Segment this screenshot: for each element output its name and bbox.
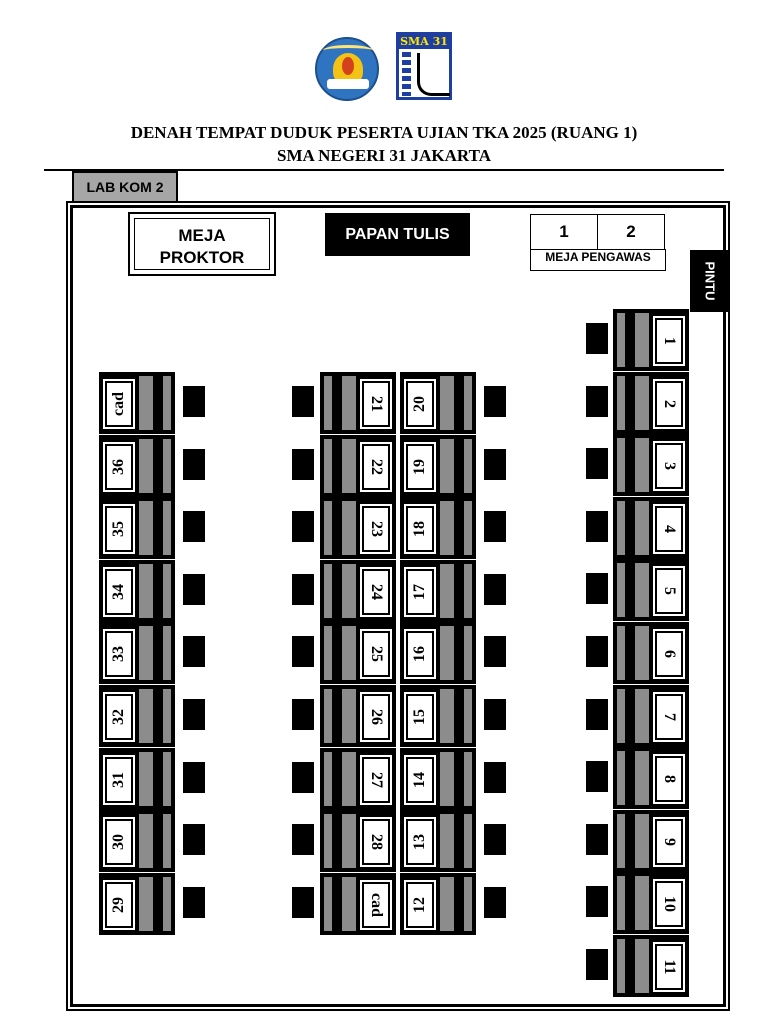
seat-number: 24 xyxy=(368,583,385,600)
seat-number: 20 xyxy=(411,396,428,412)
computer-middle-left-2 xyxy=(292,511,314,542)
seat-middle-right-8 xyxy=(400,873,476,935)
seat-number: 23 xyxy=(368,521,385,538)
seat-number-tag xyxy=(359,441,393,493)
seat-right-0 xyxy=(613,309,689,371)
seat-right-6 xyxy=(613,685,689,747)
seat-right-9 xyxy=(613,872,689,934)
seat-number: 18 xyxy=(411,521,428,538)
seat-number: 21 xyxy=(368,396,385,412)
seat-middle-right-5 xyxy=(400,685,476,747)
seat-number: 31 xyxy=(110,771,127,788)
seat-middle-left-3 xyxy=(320,560,396,622)
seat-number-tag xyxy=(652,878,686,930)
seat-right-5 xyxy=(613,622,689,684)
seat-number-tag xyxy=(359,503,393,555)
computer-left-2 xyxy=(183,511,205,542)
seat-left-6 xyxy=(99,748,175,810)
seat-number: 16 xyxy=(411,646,428,663)
seat-middle-right-6 xyxy=(400,748,476,810)
seat-right-10 xyxy=(613,935,689,997)
seat-number-tag xyxy=(403,816,437,868)
computer-right-2 xyxy=(586,448,608,479)
seat-number: 10 xyxy=(661,896,678,913)
room-tab-label: LAB KOM 2 xyxy=(72,171,178,203)
page-subtitle: SMA NEGERI 31 JAKARTA xyxy=(277,146,491,165)
seat-number: 11 xyxy=(661,959,678,975)
computer-right-10 xyxy=(586,949,608,980)
computer-middle-right-1 xyxy=(484,449,506,480)
computer-middle-right-5 xyxy=(484,699,506,730)
seat-number-tag xyxy=(102,754,136,806)
computer-right-5 xyxy=(586,636,608,667)
seat-left-3 xyxy=(99,560,175,622)
seat-number-tag xyxy=(359,691,393,743)
seat-number: 8 xyxy=(661,775,678,784)
seat-middle-right-1 xyxy=(400,435,476,497)
seat-number: 3 xyxy=(661,462,678,471)
seat-number-tag xyxy=(359,816,393,868)
seat-number: 22 xyxy=(368,458,385,475)
computer-middle-left-1 xyxy=(292,449,314,480)
computer-middle-left-0 xyxy=(292,386,314,417)
seat-number: 35 xyxy=(110,521,127,538)
seat-number: 13 xyxy=(411,834,428,851)
seat-middle-left-2 xyxy=(320,497,396,559)
door-label: PINTU xyxy=(702,261,718,301)
computer-right-3 xyxy=(586,511,608,542)
seat-number-tag xyxy=(652,941,686,993)
computer-middle-right-4 xyxy=(484,636,506,667)
seat-number-tag xyxy=(102,628,136,680)
computer-right-9 xyxy=(586,886,608,917)
seat-number-tag xyxy=(652,628,686,680)
seat-number-tag xyxy=(102,566,136,618)
seat-number-tag xyxy=(102,503,136,555)
seat-number-tag xyxy=(403,754,437,806)
seat-number-tag xyxy=(652,565,686,617)
supervisor-seat-2: 2 xyxy=(597,214,665,250)
seat-middle-right-7 xyxy=(400,810,476,872)
seat-middle-right-0 xyxy=(400,372,476,434)
seat-middle-left-7 xyxy=(320,810,396,872)
seat-right-8 xyxy=(613,810,689,872)
computer-right-6 xyxy=(586,699,608,730)
computer-left-4 xyxy=(183,636,205,667)
sma31-logo xyxy=(396,32,452,100)
computer-middle-right-8 xyxy=(484,887,506,918)
computer-middle-right-3 xyxy=(484,574,506,605)
seat-number: 33 xyxy=(110,646,127,663)
seat-number: 2 xyxy=(661,399,678,408)
computer-right-0 xyxy=(586,323,608,354)
supervisor-desk-caption: MEJA PENGAWAS xyxy=(530,249,666,271)
seat-number-tag xyxy=(403,441,437,493)
proctor-desk xyxy=(128,212,276,276)
seat-number-tag xyxy=(102,879,136,931)
seat-number: 30 xyxy=(110,834,127,851)
computer-left-0 xyxy=(183,386,205,417)
kemendikdasmen-logo xyxy=(315,37,379,101)
seat-number: 27 xyxy=(368,771,385,788)
seat-number-tag xyxy=(652,753,686,805)
seat-middle-right-2 xyxy=(400,497,476,559)
computer-left-8 xyxy=(183,887,205,918)
seat-left-7 xyxy=(99,810,175,872)
seat-number: 9 xyxy=(661,837,678,846)
seat-number: 7 xyxy=(661,712,678,721)
seat-right-2 xyxy=(613,434,689,496)
seat-left-4 xyxy=(99,622,175,684)
seat-number-tag xyxy=(102,378,136,430)
computer-left-5 xyxy=(183,699,205,730)
seat-number-tag xyxy=(359,628,393,680)
seat-left-2 xyxy=(99,497,175,559)
seat-number-tag xyxy=(652,691,686,743)
seat-middle-left-5 xyxy=(320,685,396,747)
computer-middle-left-8 xyxy=(292,887,314,918)
seat-number: cad xyxy=(368,892,385,917)
seat-number: 17 xyxy=(411,583,428,600)
seat-number: 19 xyxy=(411,458,428,475)
proctor-desk-label-line1: MEJA xyxy=(178,226,226,245)
seat-number-tag xyxy=(102,816,136,868)
seat-right-3 xyxy=(613,497,689,559)
seat-middle-left-0 xyxy=(320,372,396,434)
seat-number: 26 xyxy=(368,709,385,725)
computer-left-1 xyxy=(183,449,205,480)
computer-right-1 xyxy=(586,386,608,417)
seat-number: 14 xyxy=(411,771,428,788)
seat-number-tag xyxy=(403,566,437,618)
seat-left-5 xyxy=(99,685,175,747)
computer-left-3 xyxy=(183,574,205,605)
supervisor-seat-1: 1 xyxy=(530,214,598,250)
seat-number-tag xyxy=(359,378,393,430)
seat-number: 4 xyxy=(661,524,678,533)
seat-number-tag xyxy=(652,378,686,430)
computer-middle-right-0 xyxy=(484,386,506,417)
computer-middle-left-6 xyxy=(292,762,314,793)
seat-right-1 xyxy=(613,372,689,434)
seat-number: 32 xyxy=(110,709,127,725)
seat-number-tag xyxy=(102,691,136,743)
seat-number-tag xyxy=(652,440,686,492)
computer-left-7 xyxy=(183,824,205,855)
seat-middle-left-6 xyxy=(320,748,396,810)
computer-right-4 xyxy=(586,573,608,604)
seat-middle-right-3 xyxy=(400,560,476,622)
seat-number-tag xyxy=(403,378,437,430)
seat-number: 12 xyxy=(411,896,428,913)
seat-right-4 xyxy=(613,559,689,621)
computer-middle-left-3 xyxy=(292,574,314,605)
seat-number-tag xyxy=(359,879,393,931)
seat-number: cad xyxy=(110,392,127,416)
seat-number-tag xyxy=(359,566,393,618)
computer-middle-left-7 xyxy=(292,824,314,855)
seat-left-8 xyxy=(99,873,175,935)
seat-number: 29 xyxy=(110,896,127,913)
seat-middle-right-4 xyxy=(400,622,476,684)
proctor-desk-label-line2: PROKTOR xyxy=(159,248,245,267)
seat-number: 5 xyxy=(661,587,678,596)
computer-middle-left-4 xyxy=(292,636,314,667)
computer-right-7 xyxy=(586,761,608,792)
seat-number-tag xyxy=(403,691,437,743)
seat-number-tag xyxy=(403,503,437,555)
seat-middle-left-1 xyxy=(320,435,396,497)
seat-left-0 xyxy=(99,372,175,434)
seat-number: 28 xyxy=(368,834,385,851)
computer-left-6 xyxy=(183,762,205,793)
computer-middle-right-7 xyxy=(484,824,506,855)
seat-number-tag xyxy=(359,754,393,806)
seat-number-tag xyxy=(652,816,686,868)
seat-number: 15 xyxy=(411,709,428,725)
door xyxy=(690,250,730,312)
page-title: DENAH TEMPAT DUDUK PESERTA UJIAN TKA 2025 (RUANG 1) xyxy=(130,123,638,142)
seat-number: 34 xyxy=(110,583,127,600)
seat-number-tag xyxy=(652,503,686,555)
computer-middle-right-2 xyxy=(484,511,506,542)
seat-number: 6 xyxy=(661,650,678,658)
computer-middle-right-6 xyxy=(484,762,506,793)
seat-number-tag xyxy=(403,879,437,931)
computer-right-8 xyxy=(586,824,608,855)
seat-number-tag xyxy=(403,628,437,680)
seat-number-tag xyxy=(652,315,686,367)
computer-middle-left-5 xyxy=(292,699,314,730)
seat-number-tag xyxy=(102,441,136,493)
seat-number: 1 xyxy=(661,337,678,345)
seat-right-7 xyxy=(613,747,689,809)
seat-middle-left-8 xyxy=(320,873,396,935)
sma31-logo-text: SMA 31 xyxy=(400,35,448,48)
supervisor-desk xyxy=(530,214,666,274)
seat-left-1 xyxy=(99,435,175,497)
seat-number: 36 xyxy=(110,458,127,475)
seat-number: 25 xyxy=(368,646,385,663)
whiteboard: PAPAN TULIS xyxy=(325,213,470,256)
seat-middle-left-4 xyxy=(320,622,396,684)
